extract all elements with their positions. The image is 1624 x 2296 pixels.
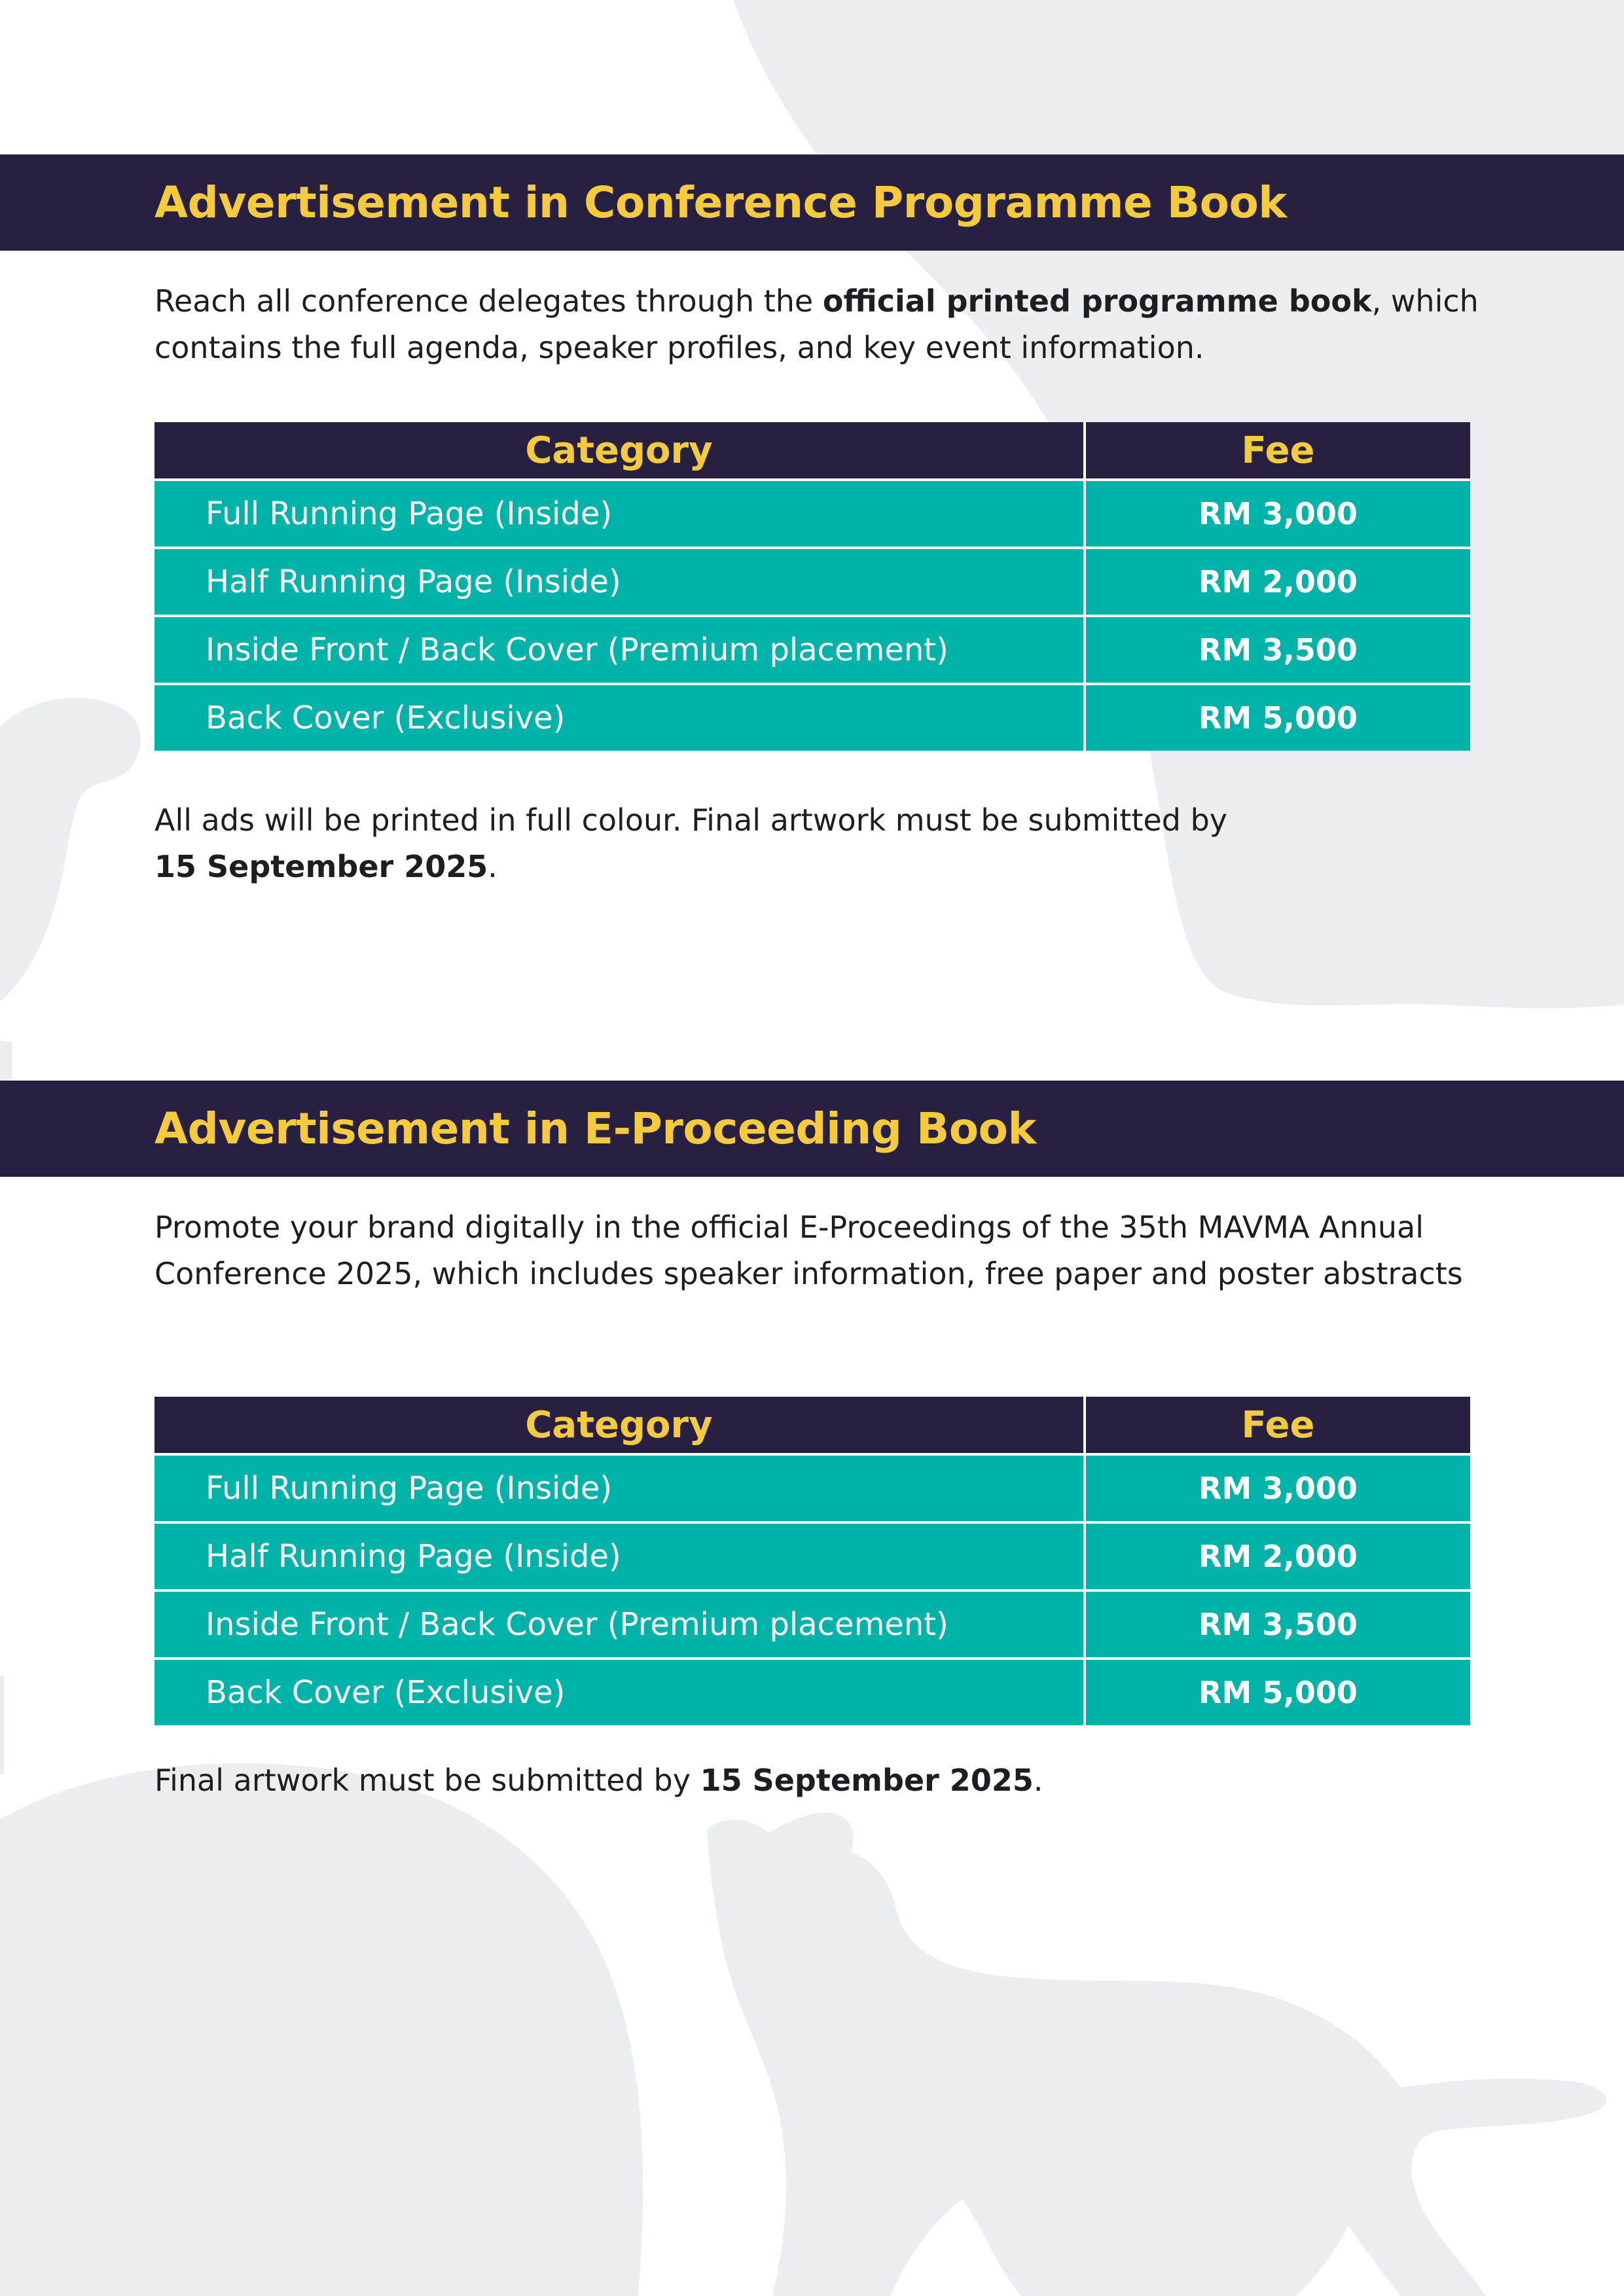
note-end: . (1033, 1763, 1043, 1798)
note-text: All ads will be printed in full colour. Final artwork must be submitted by (154, 802, 1228, 838)
fee-cell: RM 5,000 (1085, 1659, 1470, 1725)
category-cell: Full Running Page (Inside) (154, 480, 1085, 548)
category-cell: Inside Front / Back Cover (Premium placement) (154, 616, 1085, 684)
e-proceeding-fee-table (154, 1397, 1470, 1725)
header-category: Category (154, 1397, 1085, 1454)
table-row (154, 1659, 1470, 1725)
note-deadline: 15 September 2025 (700, 1763, 1034, 1798)
table-row (154, 480, 1470, 548)
table-header-row (154, 1397, 1470, 1454)
category-cell: Back Cover (Exclusive) (154, 1659, 1085, 1725)
fee-cell: RM 3,000 (1085, 480, 1470, 548)
header-fee: Fee (1085, 1397, 1470, 1454)
fee-cell: RM 3,000 (1085, 1454, 1470, 1522)
table-row (154, 548, 1470, 616)
note-end: . (488, 849, 497, 884)
programme-book-intro (154, 278, 1490, 371)
fee-cell: RM 2,000 (1085, 548, 1470, 616)
table-row (154, 684, 1470, 751)
table-row (154, 1454, 1470, 1522)
table-row (154, 1522, 1470, 1590)
e-proceeding-intro: Promote your brand digitally in the official E-Proceedings of the 35th MAVMA Annual Conference 2025, which includes speaker information, free paper and poster abstracts (154, 1210, 1463, 1291)
intro-text-end: , which contains the full agenda, speaker profiles, and key event information. (154, 283, 1479, 365)
category-cell: Full Running Page (Inside) (154, 1454, 1085, 1522)
programme-book-note (154, 797, 1490, 890)
note-text: Final artwork must be submitted by (154, 1763, 700, 1798)
category-cell: Back Cover (Exclusive) (154, 684, 1085, 751)
table-row (154, 1590, 1470, 1659)
fee-cell: RM 5,000 (1085, 684, 1470, 751)
intro-text: Reach all conference delegates through the (154, 283, 823, 319)
header-category: Category (154, 422, 1085, 480)
note-deadline: 15 September 2025 (154, 849, 488, 884)
table-header-row (154, 422, 1470, 480)
fee-cell: RM 3,500 (1085, 1590, 1470, 1659)
section-title-e-proceeding: Advertisement in E-Proceeding Book (154, 1103, 1036, 1154)
fee-cell: RM 3,500 (1085, 616, 1470, 684)
fee-cell: RM 2,000 (1085, 1522, 1470, 1590)
category-cell: Half Running Page (Inside) (154, 1522, 1085, 1590)
programme-book-fee-table (154, 422, 1470, 751)
table-row (154, 616, 1470, 684)
section-title-programme-book: Advertisement in Conference Programme Book (154, 177, 1287, 228)
category-cell: Half Running Page (Inside) (154, 548, 1085, 616)
header-fee: Fee (1085, 422, 1470, 480)
e-proceeding-note (154, 1757, 1490, 1804)
intro-bold-text: official printed programme book (822, 283, 1372, 319)
category-cell: Inside Front / Back Cover (Premium placement) (154, 1590, 1085, 1659)
